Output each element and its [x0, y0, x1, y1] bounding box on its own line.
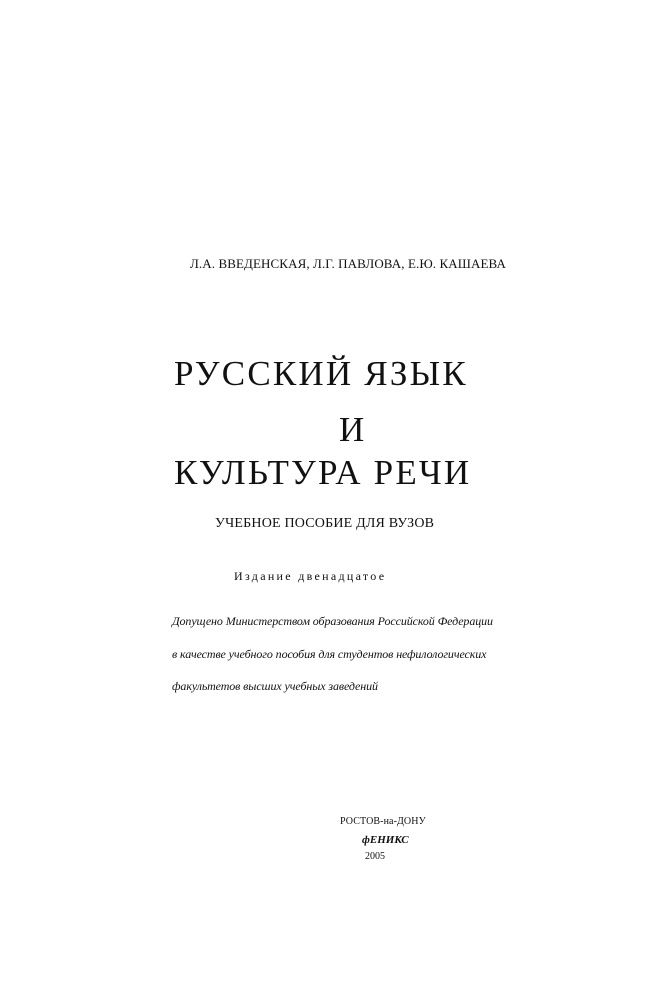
book-title-line-2: И	[339, 410, 367, 449]
approval-line-2: в качестве учебного пособия для студентов нефилологических	[172, 647, 487, 661]
imprint-year: 2005	[365, 851, 385, 862]
book-title-line-1: РУССКИЙ ЯЗЫК	[174, 354, 468, 393]
edition: Издание двенадцатое	[234, 569, 387, 583]
imprint-publisher: фЕНИКС	[362, 834, 409, 846]
subtitle: УЧЕБНОЕ ПОСОБИЕ ДЛЯ ВУЗОВ	[215, 516, 435, 531]
approval-line-1: Допущено Министерством образования Российской Федерации	[172, 614, 493, 628]
book-title-line-3: КУЛЬТУРА РЕЧИ	[174, 453, 472, 492]
authors: Л.А. ВВЕДЕНСКАЯ, Л.Г. ПАВЛОВА, Е.Ю. КАШАЕВА	[190, 256, 506, 271]
imprint-city: РОСТОВ-на-ДОНУ	[340, 816, 426, 827]
approval-line-3: факультетов высших учебных заведений	[172, 679, 378, 693]
